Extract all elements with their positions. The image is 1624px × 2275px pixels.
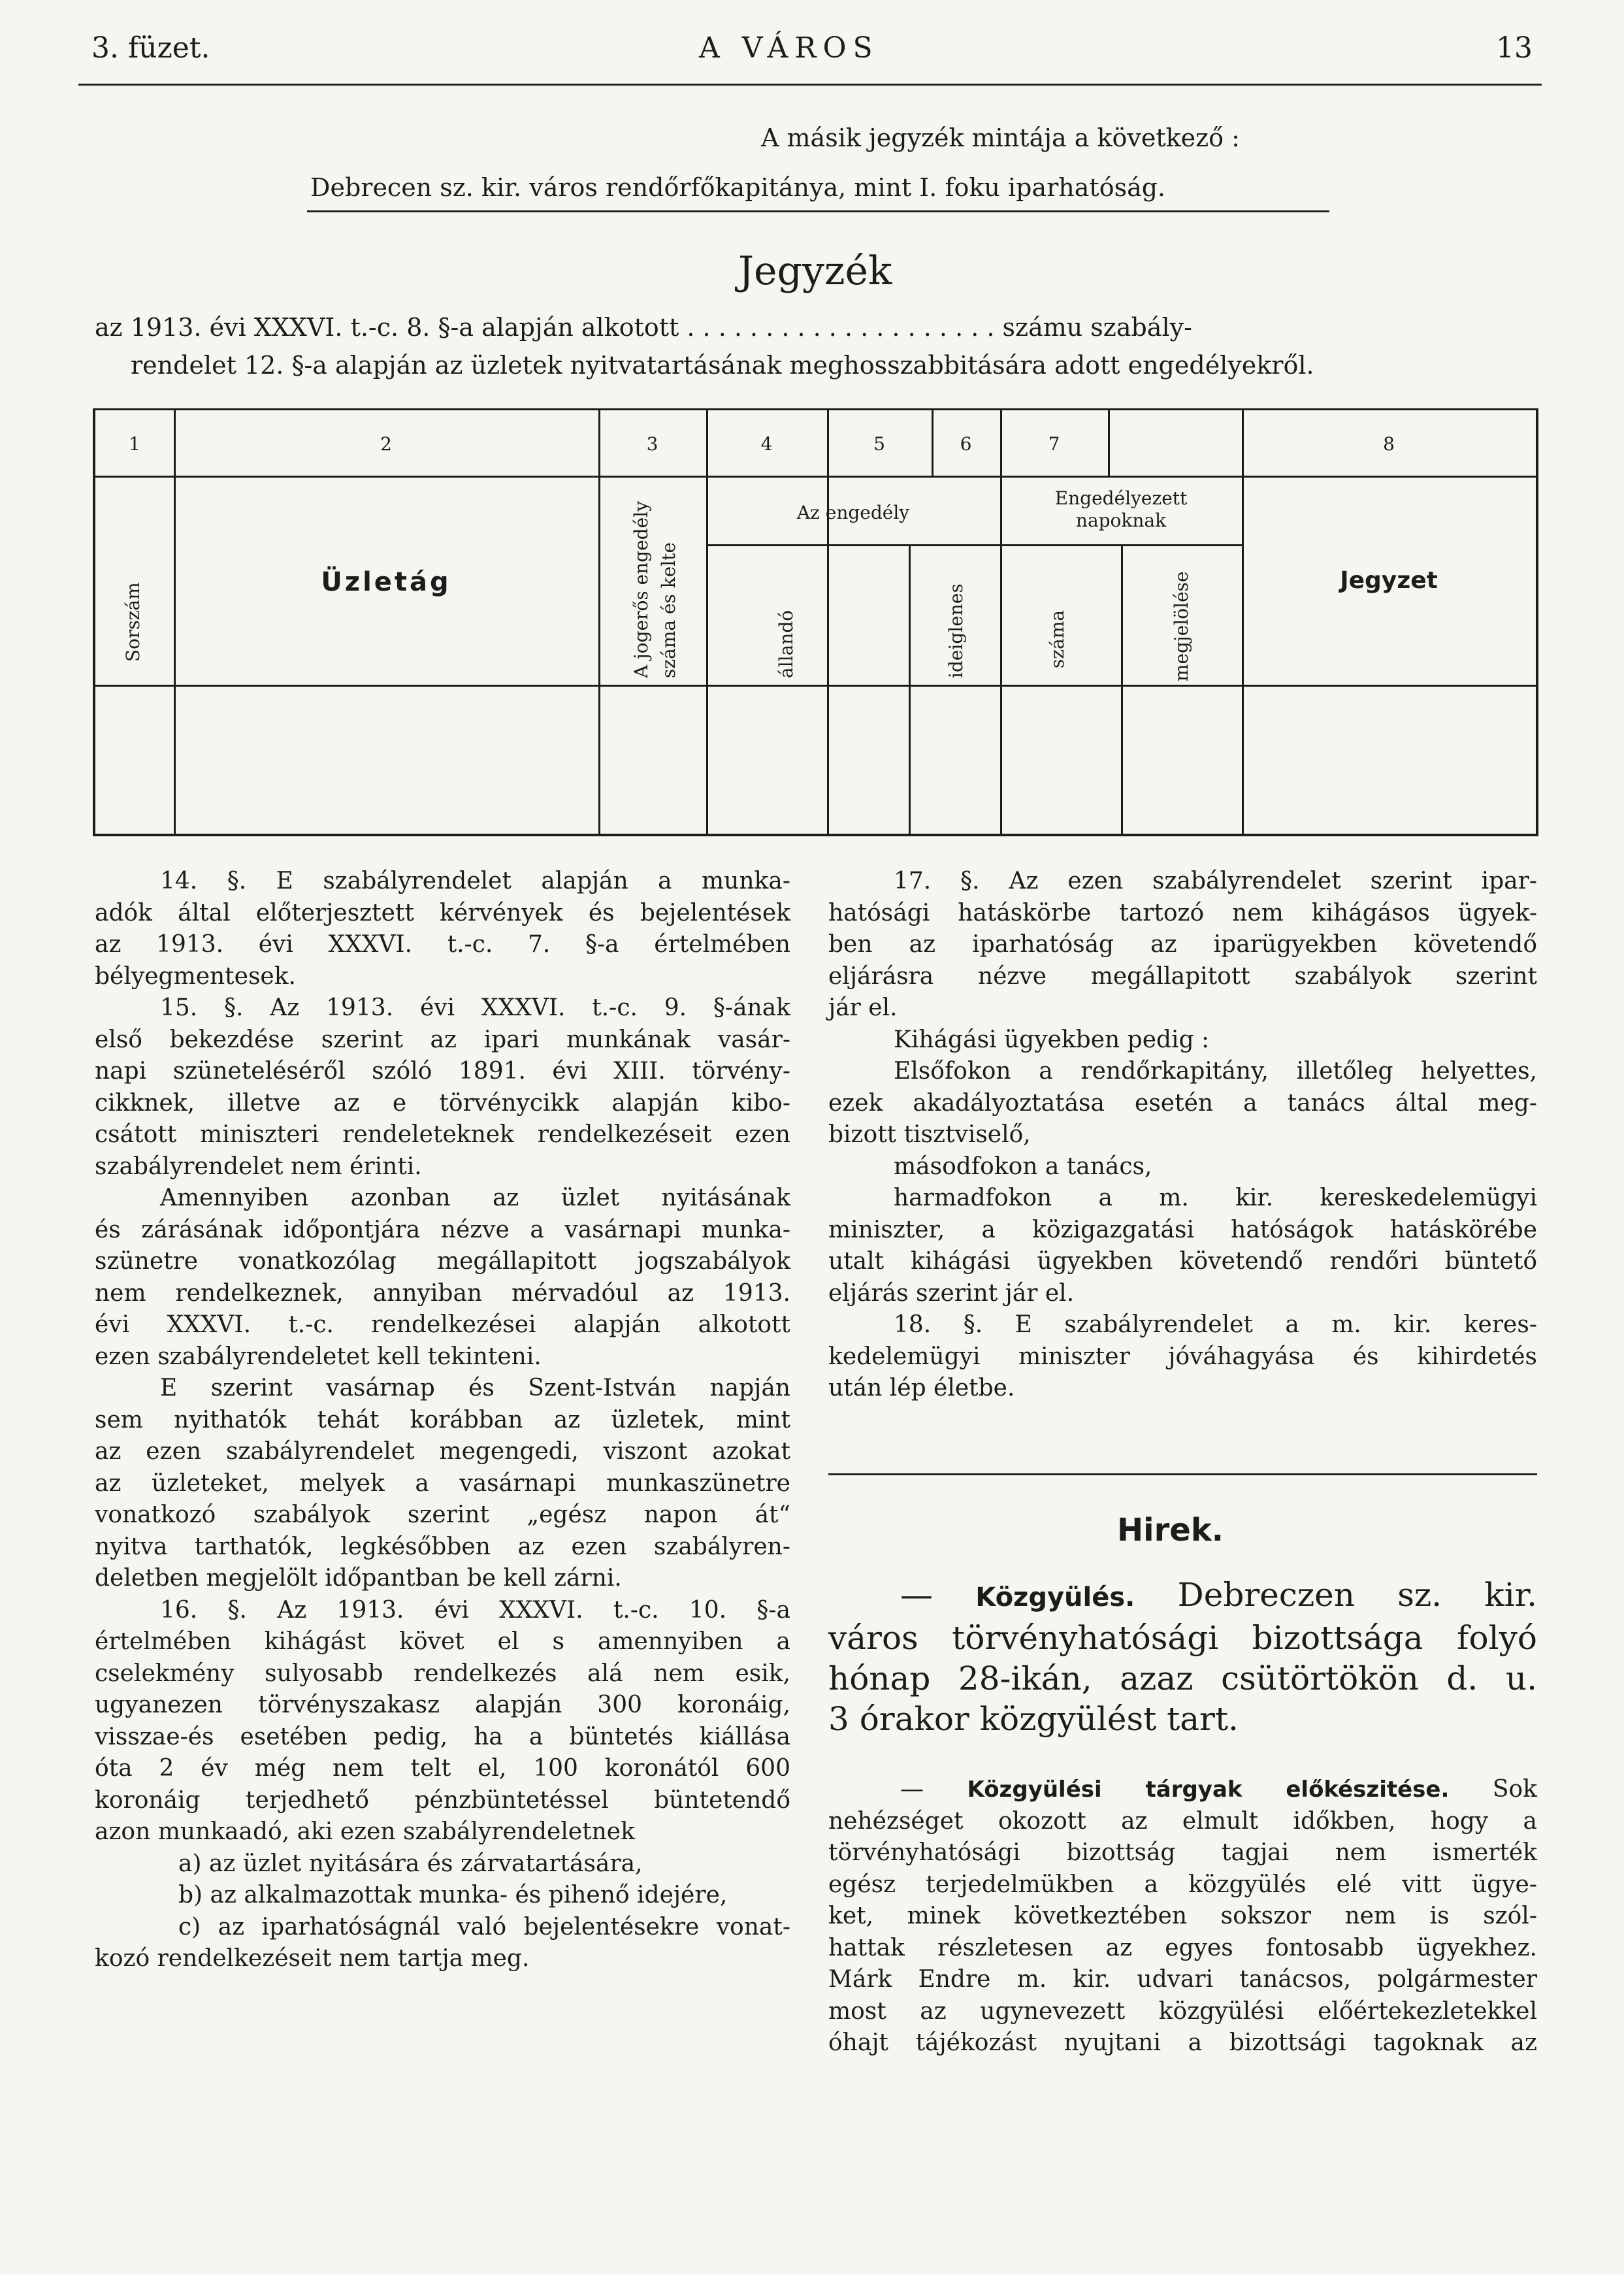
paragraph-line: vonatkozó szabályok szerint „egész napon át“: [95, 1501, 790, 1528]
left-column: [95, 866, 790, 1975]
page-number: 13: [1496, 31, 1533, 65]
paragraph-line: azon munkaadó, aki ezen szabályrendeletnek: [95, 1818, 635, 1845]
paragraph-line: óta 2 év még nem telt el, 100 koronától 600: [95, 1755, 790, 1782]
col-number: 5: [873, 433, 885, 455]
group-header-engedely: Az engedély: [796, 502, 910, 523]
paragraph-line: koronáig terjedhető pénzbüntetéssel büntetendő: [95, 1786, 790, 1814]
paragraph-line: nem rendelkeznek, annyiban mérvadóul az 1913.: [95, 1279, 790, 1307]
paragraph-line: bélyegmentesek.: [95, 962, 296, 990]
paragraph-line: utalt kihágási ügyekben követendő rendőri büntető: [828, 1248, 1537, 1275]
col-divider: [1242, 410, 1244, 834]
list-item: a) az üzlet nyitására és zárvatartására,: [178, 1850, 643, 1877]
col-header-jegyzet: Jegyzet: [1340, 567, 1438, 594]
paragraph-line: szünetre vonatkozólag megállapitott jogszabályok: [95, 1248, 790, 1275]
paragraph-line: évi XXXVI. t.-c. rendelkezései alapján alkotott: [95, 1311, 790, 1338]
register-title: Jegyzék: [738, 248, 892, 294]
paragraph-line: ugyanezen törvényszakasz alapján 300 koronáig,: [95, 1692, 790, 1718]
paragraph-line: harmadfokon a m. kir. kereskedelemügyi: [894, 1185, 1537, 1211]
register-form-table: [93, 408, 1538, 836]
list-item: c) az iparhatóságnál való bejelentésekre vonat-: [178, 1913, 790, 1940]
paragraph-line: 14. §. E szabályrendelet alapján a munka-: [160, 868, 790, 894]
news-item-text: Sok: [1492, 1776, 1537, 1803]
group-header-napoknak-2: napoknak: [1075, 510, 1167, 531]
register-subtitle-1: az 1913. évi XXXVI. t.-c. 8. §-a alapján alkotott . . . . . . . . . . . . . . . . . . . . számu szabály-: [95, 313, 1192, 342]
paragraph-line: ezek akadályoztatása esetén a tanács által meg-: [828, 1089, 1537, 1117]
paragraph-line: egész terjedelmükben a közgyülés elé vitt ügye-: [828, 1871, 1537, 1898]
col-number: 8: [1383, 433, 1395, 455]
paragraph-line: az ezen szabályrendelet megengedi, viszont azokat: [95, 1438, 790, 1465]
news-item-text: város törvényhatósági bizottsága folyó: [828, 1619, 1537, 1657]
intro-sentence: A másik jegyzék mintája a következő :: [761, 123, 1240, 152]
col-number: 2: [380, 433, 392, 455]
col-header-megjelolese: megjelölése: [1171, 571, 1192, 681]
news-item-text: hónap 28-ikán, azaz csütörtökön d. u.: [828, 1660, 1537, 1697]
group-header-napoknak-1: Engedélyezett: [1054, 487, 1188, 509]
paragraph-line: az üzleteket, melyek a vasárnapi munkaszünetre: [95, 1469, 790, 1497]
paragraph-line: Amennyiben azonban az üzlet nyitásának: [160, 1185, 790, 1211]
col-number: 7: [1048, 433, 1060, 455]
col-number: 1: [129, 433, 140, 455]
news-item-text: 3 órakor közgyülést tart.: [828, 1700, 1239, 1738]
paragraph-line: az 1913. évi XXXVI. t.-c. 7. §-a értelmében: [95, 931, 790, 958]
paragraph-line: kozó rendelkezéseit nem tartja meg.: [95, 1945, 530, 1972]
paragraph-line: ezen szabályrendeletet kell tekinteni.: [95, 1343, 542, 1370]
group-engedely-rule: [706, 544, 1000, 546]
paragraph-line: cselekmény sulyosabb rendelkezés alá nem esik,: [95, 1660, 790, 1687]
paragraph-line: törvényhatósági bizottság tagjai nem ismerték: [828, 1839, 1537, 1866]
paragraph-line: 15. §. Az 1913. évi XXXVI. t.-c. 9. §-ának: [160, 994, 790, 1021]
paragraph-line: Márk Endre m. kir. udvari tanácsos, polgármester: [828, 1966, 1537, 1993]
paragraph-line: csátott miniszteri rendeleteknek rendelkezéseit ezen: [95, 1121, 790, 1148]
paragraph-line: és zárásának időpontjára nézve a vasárnapi munka-: [95, 1216, 790, 1243]
paragraph-line: sem nyithatók tehát korábban az üzletek, mint: [95, 1406, 790, 1433]
paragraph-line: ben az iparhatóság az iparügyekben követendő: [828, 931, 1537, 958]
paragraph-line: 16. §. Az 1913. évi XXXVI. t.-c. 10. §-a: [160, 1596, 790, 1624]
col-header-allando: állandó: [775, 610, 797, 678]
col-header-ideiglenes: ideiglenes: [945, 583, 967, 678]
paragraph-line: kedelemügyi miniszter jóváhagyása és kihirdetés: [828, 1343, 1537, 1370]
col-divider: [598, 410, 600, 834]
paragraph-line: eljárás szerint jár el.: [828, 1279, 1075, 1307]
paragraph-line: hatósági hatáskörbe tartozó nem kihágásos ügyek-: [828, 899, 1537, 926]
news-item-title: Közgyülés.: [975, 1582, 1135, 1612]
paragraph-line: Elsőfokon a rendőrkapitány, illetőleg helyettes,: [894, 1058, 1537, 1085]
paragraph-line: szabályrendelet nem érinti.: [95, 1153, 422, 1180]
col-divider: [1108, 410, 1110, 476]
paragraph-line: miniszter, a közigazgatási hatóságok hatáskörébe: [828, 1216, 1537, 1243]
col-divider: [909, 544, 911, 834]
col-divider: [706, 410, 708, 834]
table-body-rule: [95, 685, 1536, 687]
journal-title: A VÁROS: [699, 31, 879, 65]
news-item-preparation: [828, 1774, 1537, 2059]
paragraph-line: után lép életbe.: [828, 1375, 1015, 1401]
news-heading: Hirek.: [1117, 1512, 1224, 1548]
paragraph-line: nehézséget okozott az elmult időkben, hogy a: [828, 1807, 1537, 1835]
section-divider: [828, 1473, 1537, 1475]
paragraph-line: 17. §. Az ezen szabályrendelet szerint ipar-: [894, 868, 1537, 894]
paragraph-line: jár el.: [828, 994, 898, 1021]
paragraph-line: deletben megjelölt időpantban be kell zárni.: [95, 1565, 622, 1592]
paragraph-line: adók által előterjesztett kérvények és bejelentések: [95, 899, 790, 926]
col-number: 3: [646, 433, 658, 455]
paragraph-line: Kihágási ügyekben pedig :: [894, 1026, 1210, 1053]
col-number: 6: [960, 433, 972, 455]
authority-underline: [307, 210, 1329, 212]
header-rule: [78, 84, 1542, 86]
news-item-title: Közgyülési tárgyak előkészitése.: [967, 1776, 1450, 1803]
authority-line: Debrecen sz. kir. város rendőrfőkapitánya, mint I. foku iparhatóság.: [310, 173, 1166, 202]
paragraph-line: eljárásra nézve megállapitott szabályok szerint: [828, 962, 1537, 990]
paragraph-line: most az ugynevezett közgyülési előértekezletekkel: [828, 1997, 1537, 2025]
paragraph-line: óhajt tájékozást nyujtani a bizottsági tagoknak az: [828, 2029, 1537, 2056]
col-divider: [827, 410, 829, 834]
paragraph-line: bizott tisztviselő,: [828, 1121, 1031, 1148]
paragraph-line: nyitva tarthatók, legkésőbben az ezen szabályren-: [95, 1533, 790, 1560]
paragraph-line: 18. §. E szabályrendelet a m. kir. keres-: [894, 1311, 1537, 1338]
news-item-first-line: — Közgyülési tárgyak előkészitése. Sok: [900, 1776, 1537, 1803]
group-header-napoknak: [1000, 487, 1242, 532]
news-item-kozgyules: [828, 1575, 1537, 1739]
col-header-szama: száma: [1047, 610, 1068, 668]
paragraph-line: másodfokon a tanács,: [894, 1153, 1152, 1180]
table-header-rule: [95, 476, 1536, 478]
paragraph-line: visszae-és esetében pedig, ha a büntetés kiállása: [95, 1723, 790, 1750]
col-header-engedely-1: A jogerős engedély: [630, 500, 652, 678]
paragraph-line: hattak részletesen az egyes fontosabb ügyekhez.: [828, 1934, 1537, 1961]
issue-number: 3. füzet.: [91, 31, 210, 65]
col-number: 4: [760, 433, 773, 455]
paragraph-line: cikknek, illetve az e törvénycikk alapján kibo-: [95, 1089, 790, 1117]
col-divider: [1121, 544, 1123, 834]
paragraph-line: napi szüneteléséről szóló 1891. évi XIII. törvény-: [95, 1058, 790, 1085]
col-divider: [1000, 410, 1002, 834]
col-header-uzletag: Üzletág: [321, 567, 451, 597]
paragraph-line: első bekezdése szerint az ipari munkának vasár-: [95, 1026, 790, 1053]
news-item-first-line: — Közgyülés. Debreczen sz. kir.: [900, 1576, 1537, 1614]
col-header-engedely-2: száma és kelte: [658, 542, 679, 678]
col-header-sorszam: Sorszám: [122, 582, 144, 662]
register-subtitle-2: rendelet 12. §-a alapján az üzletek nyitvatartásának meghosszabbitására adott engedélyekről.: [131, 351, 1314, 380]
paragraph-line: értelmében kihágást követ el s amennyiben a: [95, 1628, 790, 1655]
list-item: b) az alkalmazottak munka- és pihenő idejére,: [178, 1882, 728, 1908]
news-item-text: Debreczen sz. kir.: [1177, 1576, 1537, 1614]
right-column: [828, 866, 1537, 1405]
paragraph-line: ket, minek következtében sokszor nem is szól-: [828, 1903, 1537, 1929]
col-divider: [174, 410, 176, 834]
paragraph-line: E szerint vasárnap és Szent-István napján: [160, 1375, 790, 1401]
